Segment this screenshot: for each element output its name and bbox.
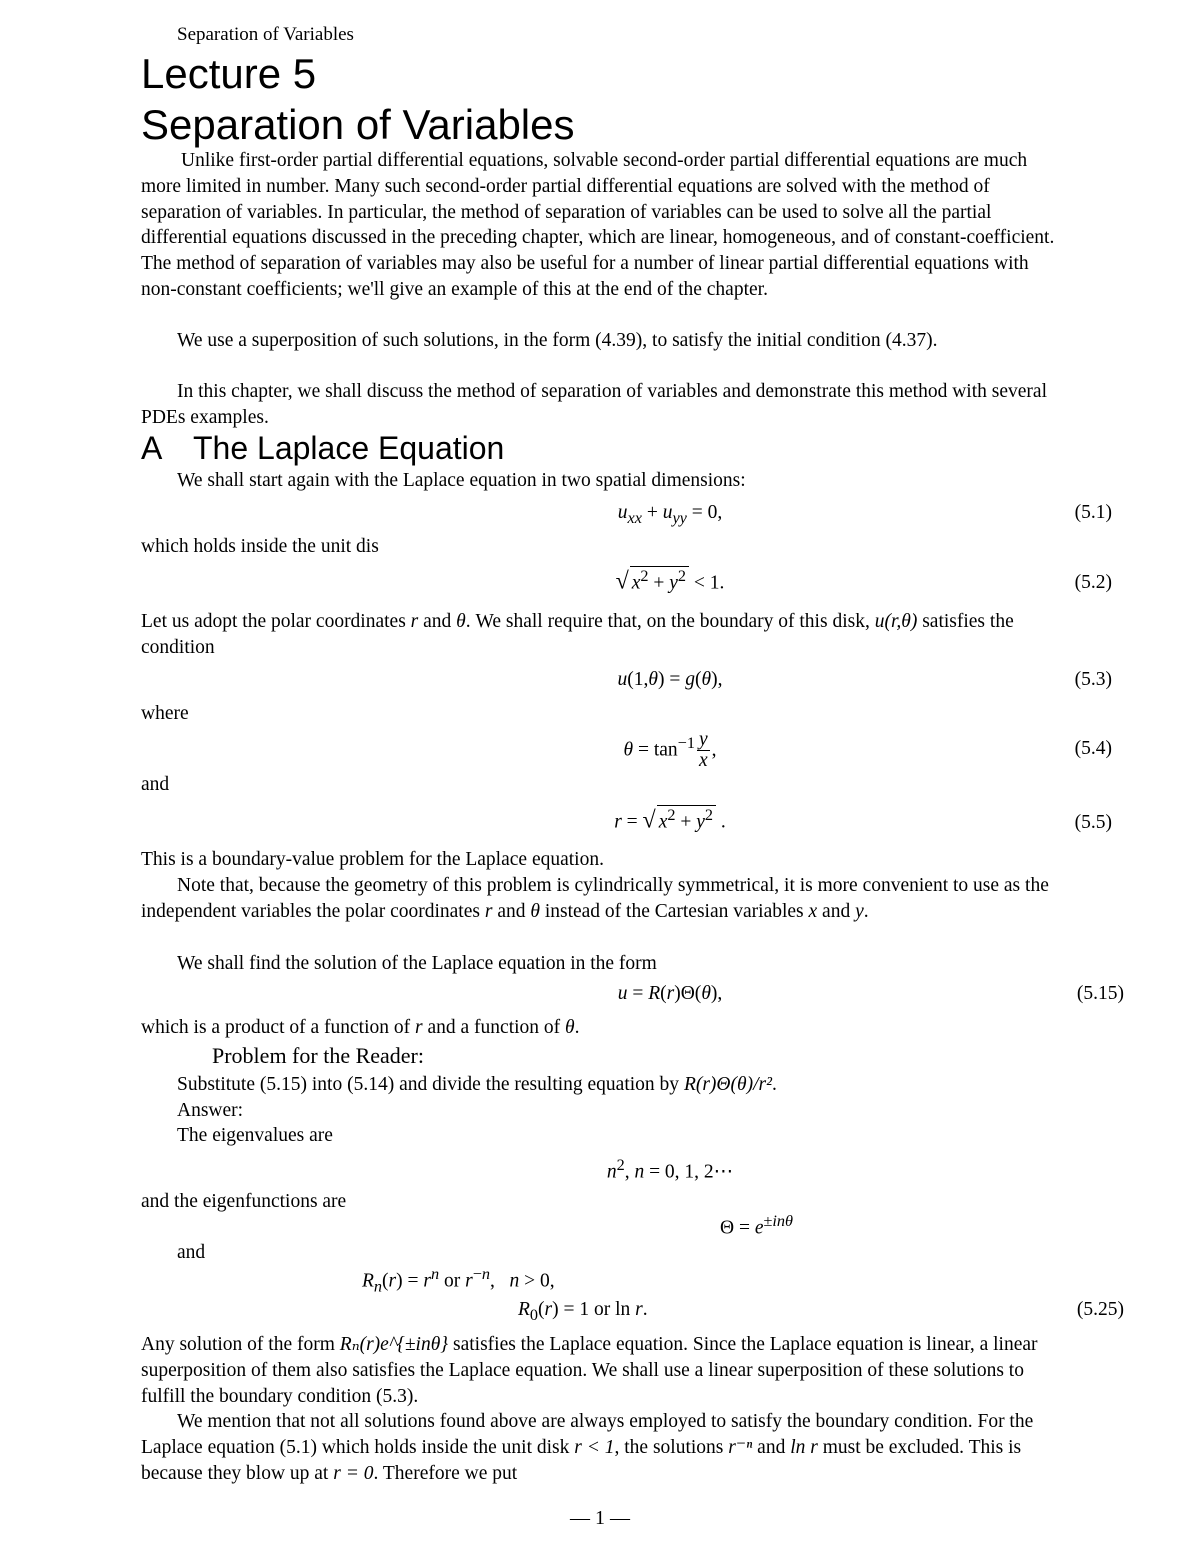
equation-number-5-4: (5.4) bbox=[1074, 738, 1112, 759]
equation-number-5-15: (5.15) bbox=[1076, 983, 1124, 1004]
equation-5-3: u(1,θ) = g(θ), bbox=[617, 669, 723, 690]
equation-number-5-1: (5.1) bbox=[1074, 502, 1112, 523]
text-where: where bbox=[141, 703, 189, 724]
equation-eigenvalues: $n^2$, n = 0, 1, 2⋯ bbox=[606, 1156, 734, 1183]
text-product: which is a product of a function of r and a function of θ. bbox=[141, 1017, 580, 1038]
symbol-theta: θ bbox=[456, 611, 466, 632]
section-title: The Laplace Equation bbox=[193, 430, 505, 466]
text-and-1: and bbox=[141, 774, 170, 795]
text-note: Note that, because the geometry of this problem is cylindrically symmetrical, it is more convenient to use as the independent variables the polar coordinates r and θ instead of the Cartesian variables x and y. bbox=[141, 875, 1049, 922]
text-mention: We mention that not all solutions found above are always employed to satisfy the boundary condition. For the Laplace equation (5.1) which holds inside the unit disk r < 1, the solutions r⁻ⁿ and ln r must be excluded. This is because they blow up at r = 0. Therefore we put bbox=[141, 1411, 1034, 1484]
equation-number-5-3: (5.3) bbox=[1074, 669, 1112, 690]
equation-5-25-line-2: $R_0(r) = 1$ or ln r. bbox=[518, 1299, 648, 1324]
text-start: We shall start again with the Laplace equation in two spatial dimensions: bbox=[177, 470, 746, 491]
text-find: We shall find the solution of the Laplace equation in the form bbox=[177, 953, 657, 974]
equation-5-15: u = R(r)Θ(θ), bbox=[617, 983, 723, 1004]
intro-paragraph-3: In this chapter, we shall discuss the method of separation of variables and demonstrate this method with several PDEs examples. bbox=[141, 381, 1047, 428]
problem-title: Problem for the Reader: bbox=[212, 1043, 424, 1068]
text-and-2: and bbox=[177, 1242, 206, 1263]
equation-number-5-25: (5.25) bbox=[1076, 1299, 1124, 1320]
text-eigenfunctions: and the eigenfunctions are bbox=[141, 1191, 347, 1212]
equation-number-5-2: (5.2) bbox=[1074, 572, 1112, 593]
symbol-r: r bbox=[410, 611, 419, 632]
section-heading bbox=[141, 432, 504, 464]
equation-5-5: r = √ $x^2 + y^2$ . bbox=[614, 806, 726, 834]
lecture-title: Separation of Variables bbox=[141, 101, 575, 148]
text-polar: Let us adopt the polar coordinates r and θ. We shall require that, on the boundary of this disk, u(r,θ) satisfies the condition bbox=[141, 611, 1014, 658]
equation-5-4: $\theta = \tan^{-1}$ $\frac{y}{x}$ , bbox=[623, 729, 717, 772]
text-eigenvalues: The eigenvalues are bbox=[177, 1125, 333, 1146]
equation-eigenfunctions: $\Theta = e^{\pm in\theta}$ bbox=[720, 1212, 794, 1239]
text-answer: Answer: bbox=[177, 1100, 244, 1121]
equation-5-1: $u_{xx} + u_{yy} = 0$, bbox=[617, 502, 723, 527]
section-letter: A bbox=[141, 430, 163, 466]
symbol-divisor: R(r)Θ(θ)/r² bbox=[683, 1074, 772, 1095]
lecture-number: Lecture 5 bbox=[141, 50, 317, 97]
symbol-solution-form: Rₙ(r)e^{±inθ} bbox=[339, 1334, 449, 1355]
text-holds: which holds inside the unit dis bbox=[141, 536, 379, 557]
running-head: Separation of Variables bbox=[177, 24, 354, 45]
equation-5-2: √ $x^2 + y^2 < 1$. bbox=[615, 567, 725, 595]
equation-number-5-5: (5.5) bbox=[1074, 812, 1112, 833]
page-number: — 1 — bbox=[570, 1507, 630, 1529]
text-any-solution: Any solution of the form Rₙ(r)e^{±inθ} satisfies the Laplace equation. Since the Laplace equation is linear, a linear superposition of them also satisfies the Laplace equation. We shall use a linear superposition of these solutions to fulfill the boundary condition (5.3). bbox=[141, 1334, 1038, 1407]
text-substitute: Substitute (5.15) into (5.14) and divide the resulting equation by R(r)Θ(θ)/r². bbox=[177, 1074, 777, 1095]
equation-5-25-line-1: $R_n(r) = r^n$ or $r^{-n}$, n > 0, bbox=[362, 1265, 555, 1296]
intro-paragraph-2: We use a superposition of such solutions, in the form (4.39), to satisfy the initial condition (4.37). bbox=[177, 330, 938, 351]
intro-paragraph-1: Unlike first-order partial differential equations, solvable second-order partial differential equations are much more limited in number. Many such second-order partial differential equations are solved with the method of separation of variables. In particular, the method of separation of variables can be used to solve all the partial differential equations discussed in the preceding chapter, which are linear, homogeneous, and of constant-coefficient. The method of separation of variables may also be useful for a number of linear partial differential equations with non-constant coefficients; we'll give an example of this at the end of the chapter. bbox=[141, 150, 1055, 300]
symbol-u-r-theta: u(r,θ) bbox=[874, 611, 918, 632]
text-bvp: This is a boundary-value problem for the Laplace equation. bbox=[141, 849, 604, 870]
